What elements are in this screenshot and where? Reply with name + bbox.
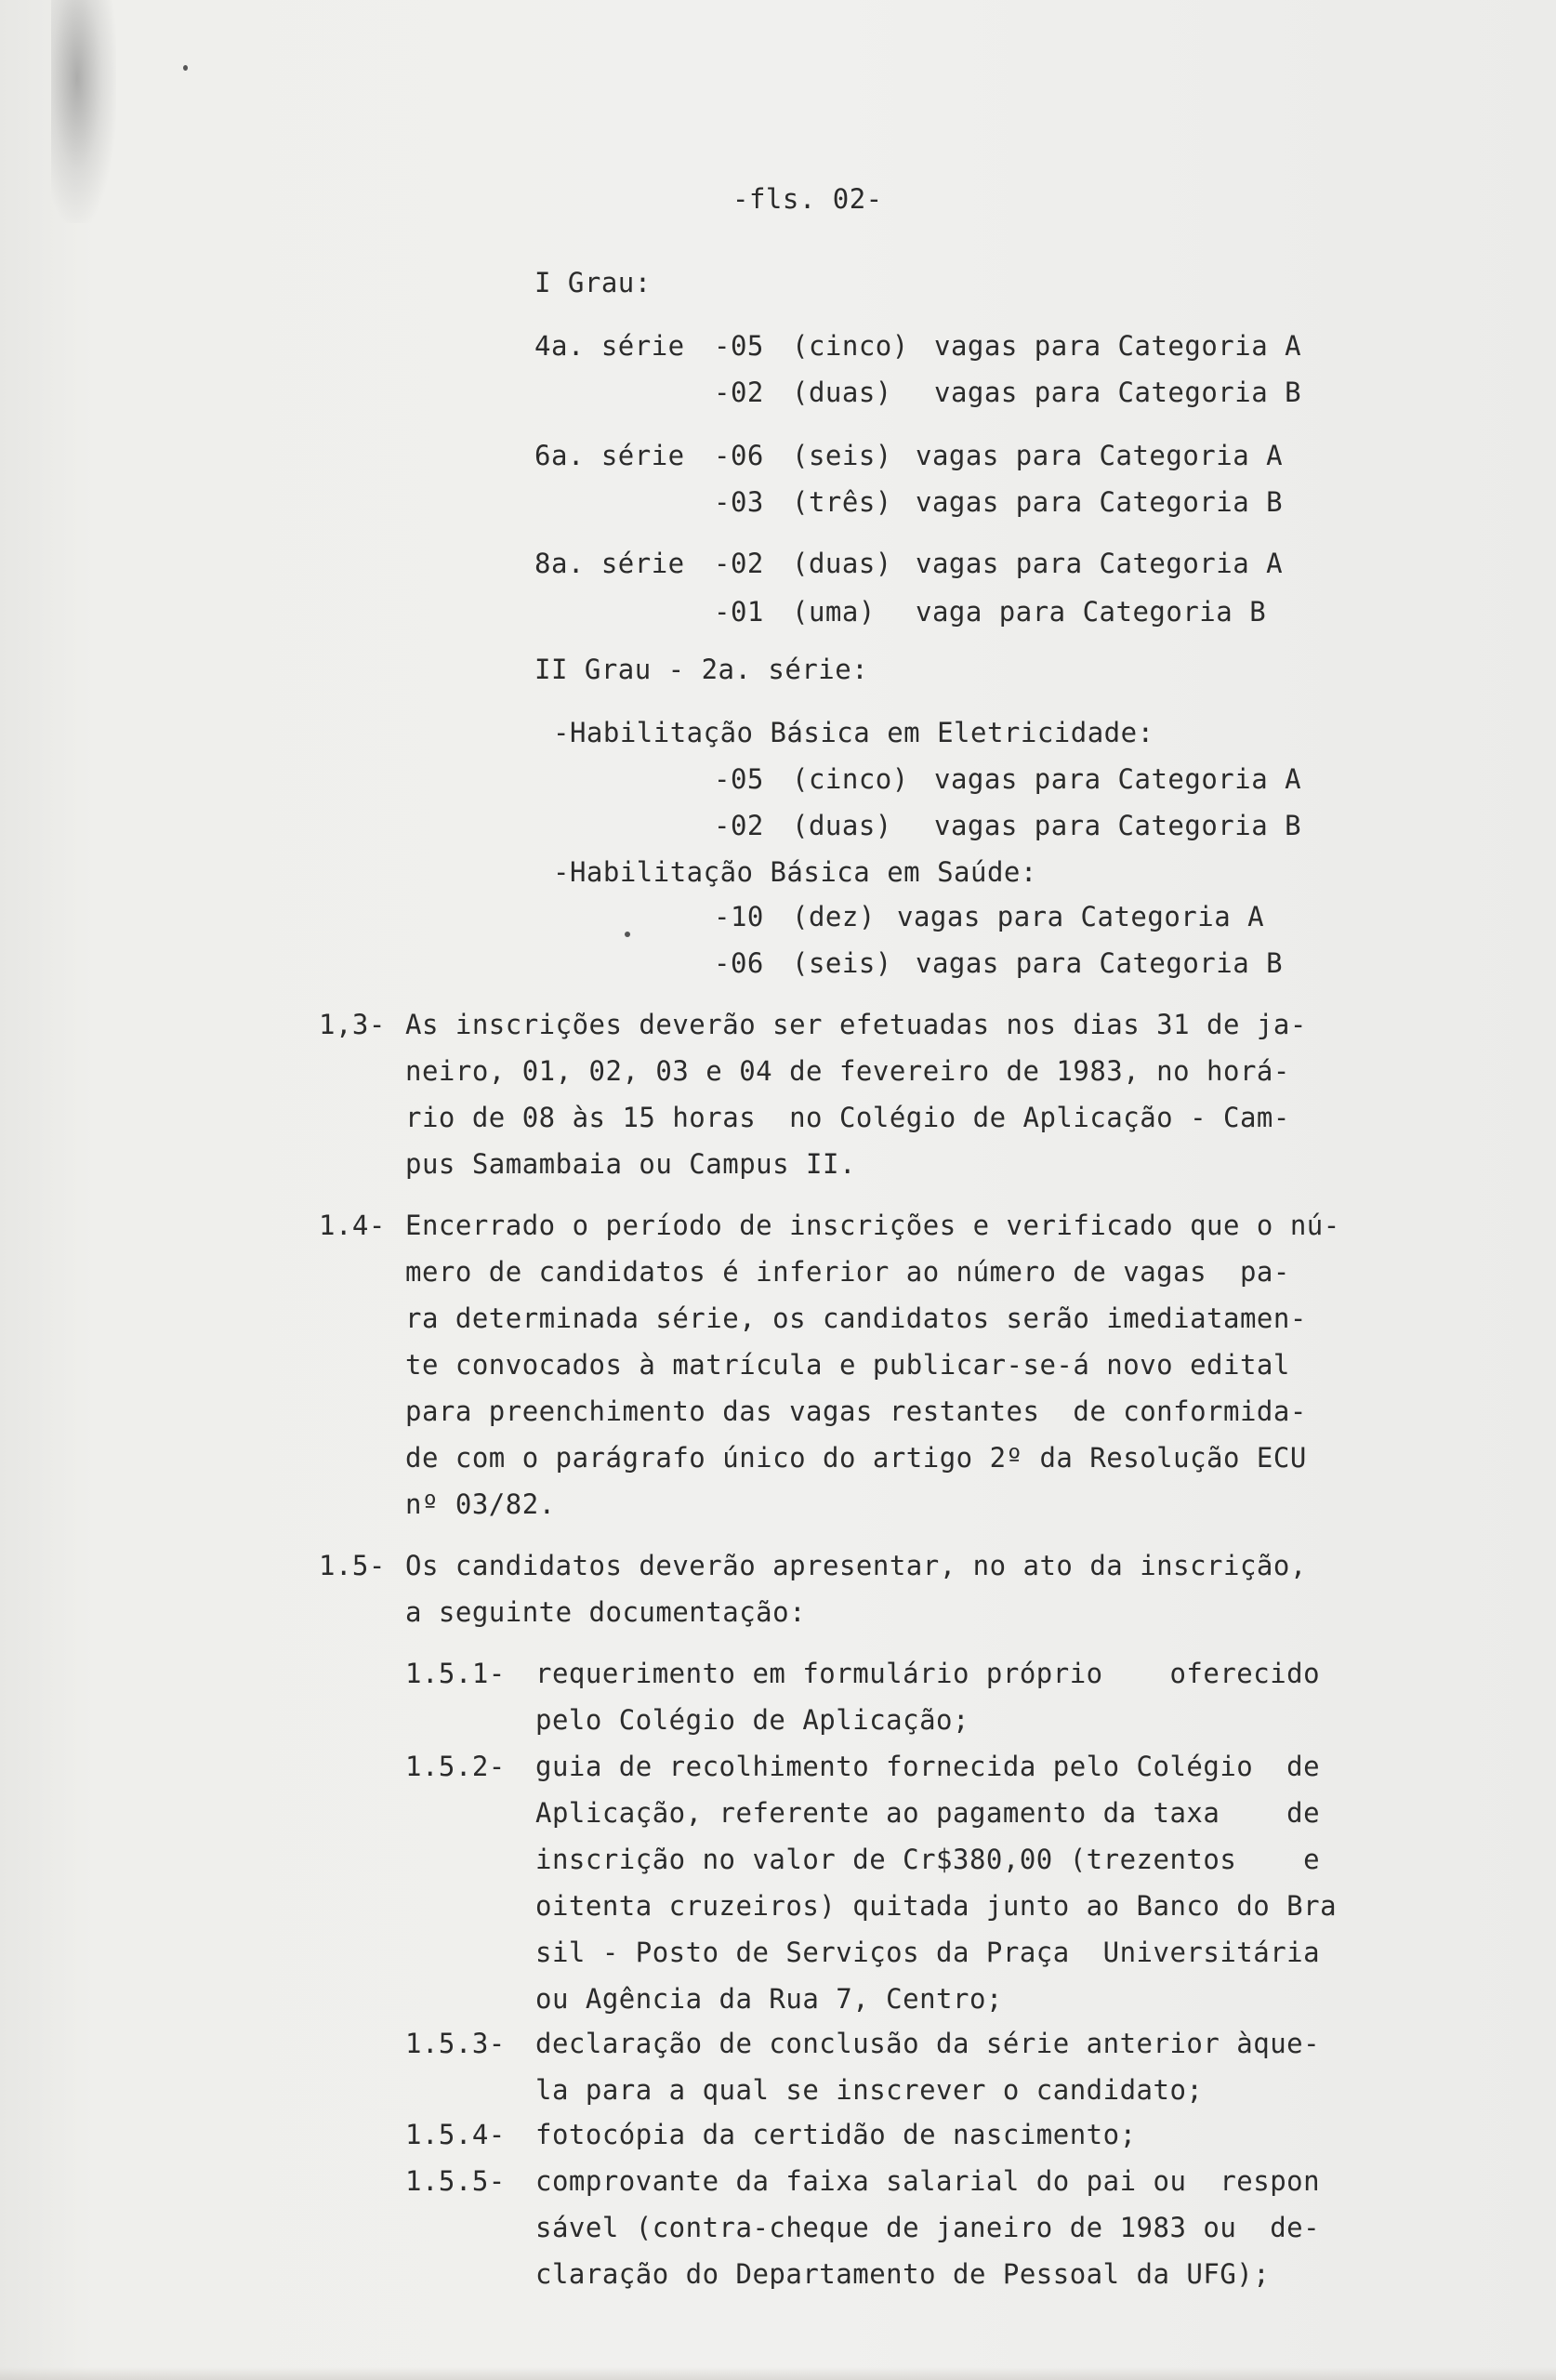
paragraph-line: As inscrições deverão ser efetuadas nos dias 31 de ja- [405,1009,1307,1040]
vacancy-number: -05 [714,763,764,795]
ink-dot [183,65,188,71]
vacancy-text: vagas para Categoria B [934,810,1302,841]
paragraph-line: de com o parágrafo único do artigo 2º da Resolução ECU [405,1442,1307,1474]
vacancy-word: (duas) [792,377,892,408]
subitem-number: 1.5.1- [405,1658,506,1689]
paragraph-line: neiro, 01, 02, 03 e 04 de fevereiro de 1983, no horá- [405,1055,1290,1087]
paragraph-line: claração do Departamento de Pessoal da UFG); [535,2258,1271,2290]
vacancy-word: (seis) [792,440,892,471]
vacancy-text: vagas para Categoria B [916,947,1284,979]
paragraph-line: para preenchimento das vagas restantes de conformida- [405,1395,1307,1427]
habilitacao-saude: -Habilitação Básica em Saúde: [553,856,1037,888]
vacancy-number: -01 [714,596,764,628]
item-number: 1,3- [319,1009,386,1040]
vacancy-text: vagas para Categoria A [916,548,1284,579]
subitem-number: 1.5.2- [405,1751,506,1782]
vacancy-text: vagas para Categoria A [934,330,1302,362]
scan-stain [51,0,116,223]
vacancy-number: -02 [714,810,764,841]
vacancy-number: -05 [714,330,764,362]
paragraph-line: inscrição no valor de Cr$380,00 (trezentos e [535,1844,1321,1875]
subitem-number: 1.5.4- [405,2119,506,2150]
vacancy-number: -10 [714,901,764,932]
item-number: 1.4- [319,1210,386,1241]
paragraph-line: pus Samambaia ou Campus II. [405,1148,856,1180]
serie-label: 8a. série [534,548,685,579]
paragraph-line: pelo Colégio de Aplicação; [535,1704,969,1736]
vacancy-number: -06 [714,440,764,471]
page-bottom-edge [0,2367,1556,2380]
paragraph-line: guia de recolhimento fornecida pelo Colégio de [535,1751,1321,1782]
item-number: 1.5- [319,1550,386,1581]
paragraph-line: mero de candidatos é inferior ao número de vagas pa- [405,1256,1290,1288]
paragraph-line: ra determinada série, os candidatos serão imediatamen- [405,1302,1307,1334]
paragraph-line: requerimento em formulário próprio oferecido [535,1658,1321,1689]
vacancy-number: -02 [714,548,764,579]
paragraph-line: sável (contra-cheque de janeiro de 1983 ou de- [535,2212,1321,2243]
serie-label: 4a. série [534,330,685,362]
paragraph-line: la para a qual se inscrever o candidato; [535,2074,1204,2106]
vacancy-word: (três) [792,486,892,518]
paragraph-line: rio de 08 às 15 horas no Colégio de Aplicação - Cam- [405,1102,1290,1133]
vacancy-number: -06 [714,947,764,979]
paragraph-line: ou Agência da Rua 7, Centro; [535,1983,1003,2015]
vacancy-word: (cinco) [792,763,909,795]
vacancy-number: -02 [714,377,764,408]
vacancy-word: (uma) [792,596,876,628]
vacancy-word: (dez) [792,901,876,932]
paragraph-line: comprovante da faixa salarial do pai ou respon [535,2165,1321,2197]
vacancy-text: vagas para Categoria B [916,486,1284,518]
paragraph-line: declaração de conclusão da série anterior àque- [535,2028,1321,2059]
subitem-number: 1.5.5- [405,2165,506,2197]
vacancy-text: vagas para Categoria B [934,377,1302,408]
vacancy-word: (cinco) [792,330,909,362]
paragraph-line: sil - Posto de Serviços da Praça Universitária [535,1937,1321,1968]
grau2-title: II Grau - 2a. série: [534,654,869,685]
vacancy-text: vagas para Categoria A [934,763,1302,795]
ink-dot [625,932,630,937]
paragraph-line: nº 03/82. [405,1488,556,1520]
paragraph-line: Encerrado o período de inscrições e verificado que o nú- [405,1210,1340,1241]
grau1-title: I Grau: [534,267,652,298]
subitem-number: 1.5.3- [405,2028,506,2059]
vacancy-word: (seis) [792,947,892,979]
vacancy-text: vagas para Categoria A [897,901,1265,932]
paragraph-line: fotocópia da certidão de nascimento; [535,2119,1137,2150]
paragraph-line: te convocados à matrícula e publicar-se-á novo edital [405,1349,1290,1381]
paragraph-line: Os candidatos deverão apresentar, no ato da inscrição, [405,1550,1307,1581]
vacancy-word: (duas) [792,548,892,579]
paragraph-line: oitenta cruzeiros) quitada junto ao Banco do Bra [535,1890,1338,1922]
vacancy-word: (duas) [792,810,892,841]
vacancy-text: vagas para Categoria A [916,440,1284,471]
vacancy-text: vaga para Categoria B [916,596,1267,628]
paragraph-line: Aplicação, referente ao pagamento da taxa de [535,1797,1321,1829]
vacancy-number: -03 [714,486,764,518]
paragraph-line: a seguinte documentação: [405,1596,807,1628]
folio-number: -fls. 02- [732,183,883,215]
serie-label: 6a. série [534,440,685,471]
habilitacao-eletricidade: -Habilitação Básica em Eletricidade: [553,717,1154,748]
